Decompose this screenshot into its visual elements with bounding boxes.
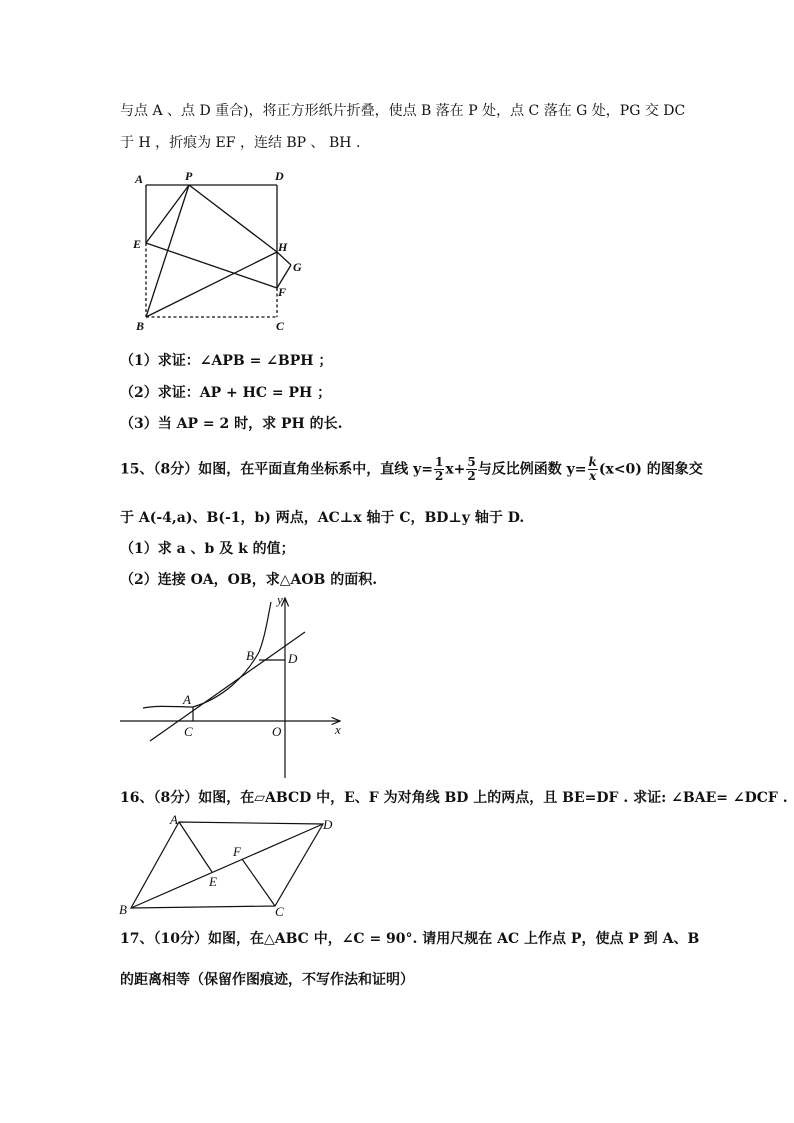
label-C: C — [276, 319, 285, 333]
label-D: D — [323, 817, 333, 832]
p16-parallelogram-figure — [115, 812, 350, 922]
p15-text-line1 — [120, 456, 703, 483]
label-F: F — [278, 285, 287, 299]
fraction-k-over-x: $\frac{k}{x}$ — [588, 455, 597, 483]
p14-text-line2: 于 H ，折痕为 EF ，连结 BP 、 BH . — [120, 135, 361, 151]
p15-text-seg3: 与反比例函数 y= — [477, 461, 587, 478]
p14-question-2: （2）求证：AP + HC = PH ； — [120, 385, 332, 401]
p14-question-1: （1）求证：∠APB = ∠BPH ； — [120, 353, 333, 369]
label-y: y — [277, 592, 283, 607]
label-E: E — [209, 874, 217, 889]
p17-text-line2: 的距离相等（保留作图痕迹，不写作法和证明） — [120, 972, 414, 988]
p14-text-line1: 与点 A 、点 D 重合)，将正方形纸片折叠，使点 B 落在 P 处，点 C 落在 G 处，PG 交 DC — [120, 103, 686, 119]
label-E: E — [133, 237, 142, 251]
p15-text-line2: 于 A(-4,a)、B(-1，b) 两点，AC⊥x 轴于 C，BD⊥y 轴于 D. — [120, 510, 525, 526]
label-F: F — [233, 844, 241, 859]
p15-text-seg4: (x<0) 的图象交 — [598, 461, 703, 478]
label-H: H — [278, 240, 288, 254]
label-x: x — [335, 722, 341, 737]
label-A: A — [135, 172, 144, 186]
p17-text-line1: 17、（10分）如图，在△ABC 中，∠C = 90°. 请用尺规在 AC 上作点 P，使点 P 到 A、B — [120, 931, 700, 947]
label-B: B — [136, 319, 145, 333]
label-D: D — [275, 169, 284, 183]
label-C: C — [184, 724, 193, 739]
fraction-half-1: $\frac{1}{2}$ — [434, 455, 444, 483]
p15-question-2: （2）连接 OA，OB，求△AOB 的面积. — [120, 572, 378, 588]
p15-text-seg1: 15、（8分）如图，在平面直角坐标系中，直线 y= — [120, 461, 433, 478]
p14-question-3: （3）当 AP = 2 时，求 PH 的长. — [120, 416, 343, 432]
p16-text-line1: 16、（8分）如图，在▱ABCD 中，E、F 为对角线 BD 上的两点，且 BE=DF . 求证: ∠BAE= ∠DCF . — [120, 790, 788, 806]
label-O: O — [272, 724, 282, 739]
label-A: A — [170, 812, 178, 827]
label-C: C — [275, 904, 284, 919]
label-P: P — [185, 169, 193, 183]
label-B: B — [119, 902, 127, 917]
p15-coordinate-figure — [115, 592, 355, 782]
p14-square-figure — [125, 165, 315, 340]
p15-question-1: （1）求 a 、b 及 k 的值； — [120, 541, 295, 557]
label-A: A — [183, 692, 191, 707]
fraction-five-halves: $\frac{5}{2}$ — [467, 455, 476, 483]
p15-text-seg2: x+ — [445, 461, 466, 478]
label-G: G — [293, 260, 302, 274]
label-B: B — [246, 648, 254, 663]
label-D: D — [288, 651, 298, 666]
